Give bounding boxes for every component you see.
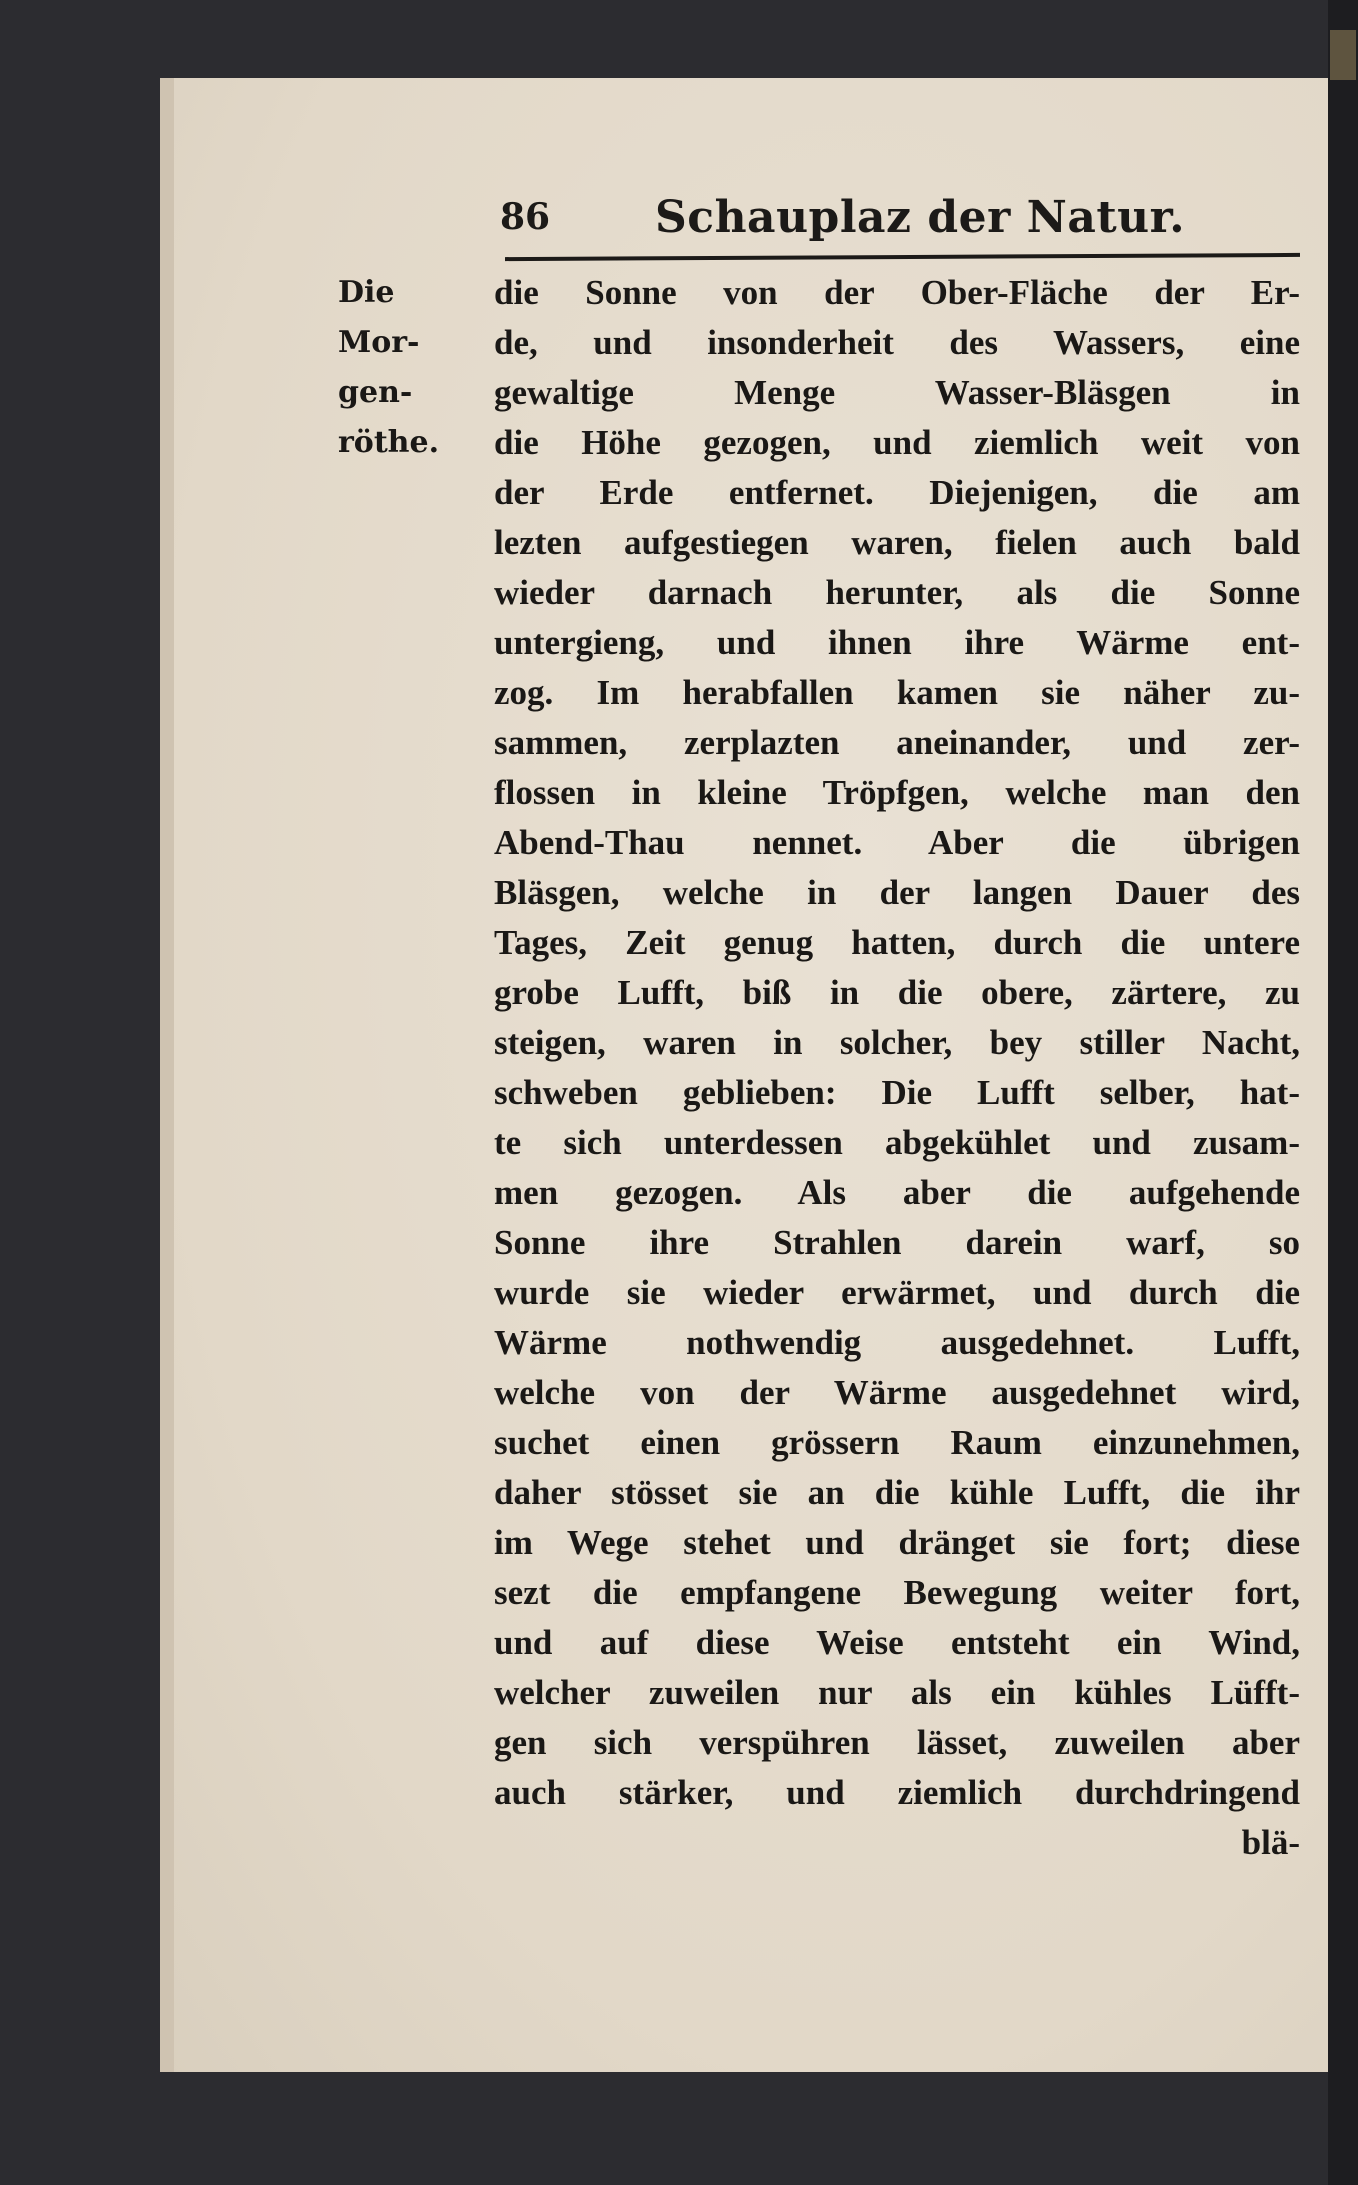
text-line: die Höhe gezogen, und ziemlich weit von bbox=[494, 423, 1300, 462]
text-line: daher stösset sie an die kühle Lufft, die ihr bbox=[494, 1473, 1300, 1512]
text-line: auch stärker, und ziemlich durchdringend bbox=[494, 1773, 1300, 1812]
text-line: gen sich verspühren lässet, zuweilen aber bbox=[494, 1723, 1300, 1762]
text-line: te sich unterdessen abgekühlet und zusam- bbox=[494, 1123, 1300, 1162]
text-line: sezt die empfangene Bewegung weiter fort, bbox=[494, 1573, 1300, 1612]
text-line: untergieng, und ihnen ihre Wärme ent- bbox=[494, 623, 1300, 662]
body-text bbox=[494, 268, 1300, 1868]
text-line: welche von der Wärme ausgedehnet wird, bbox=[494, 1373, 1300, 1412]
marginal-note-line: Mor- bbox=[338, 325, 420, 360]
page-header bbox=[500, 192, 1300, 252]
text-line: die Sonne von der Ober-Fläche der Er- bbox=[494, 273, 1300, 312]
text-line: schweben geblieben: Die Lufft selber, hat- bbox=[494, 1073, 1300, 1112]
text-line: gewaltige Menge Wasser-Bläsgen in bbox=[494, 373, 1300, 412]
text-line: flossen in kleine Tröpfgen, welche man den bbox=[494, 773, 1300, 812]
text-line: zog. Im herabfallen kamen sie näher zu- bbox=[494, 673, 1300, 712]
page-number: 86 bbox=[500, 196, 551, 238]
page-edge bbox=[160, 78, 174, 2072]
catchword: blä- bbox=[1241, 1823, 1300, 1862]
text-line: suchet einen grössern Raum einzunehmen, bbox=[494, 1423, 1300, 1462]
text-line: steigen, waren in solcher, bey stiller Nacht, bbox=[494, 1023, 1300, 1062]
text-line: Wärme nothwendig ausgedehnet. Lufft, bbox=[494, 1323, 1300, 1362]
text-line: welcher zuweilen nur als ein kühles Lüfft- bbox=[494, 1673, 1300, 1712]
text-line: wurde sie wieder erwärmet, und durch die bbox=[494, 1273, 1300, 1312]
text-line: de, und insonderheit des Wassers, eine bbox=[494, 323, 1300, 362]
marginal-note-line: Die bbox=[338, 275, 395, 310]
text-line: und auf diese Weise entsteht ein Wind, bbox=[494, 1623, 1300, 1662]
marginal-note bbox=[338, 268, 448, 468]
text-line: men gezogen. Als aber die aufgehende bbox=[494, 1173, 1300, 1212]
text-line: Sonne ihre Strahlen darein warf, so bbox=[494, 1223, 1300, 1262]
book-spine bbox=[1328, 0, 1358, 2185]
text-line: sammen, zerplazten aneinander, und zer- bbox=[494, 723, 1300, 762]
text-line: der Erde entfernet. Diejenigen, die am bbox=[494, 473, 1300, 512]
spine-mark bbox=[1330, 30, 1356, 80]
text-line: lezten aufgestiegen waren, fielen auch bald bbox=[494, 523, 1300, 562]
text-line: grobe Lufft, biß in die obere, zärtere, zu bbox=[494, 973, 1300, 1012]
marginal-note-line: gen- bbox=[338, 375, 413, 410]
text-line: Tages, Zeit genug hatten, durch die untere bbox=[494, 923, 1300, 962]
running-title: Schauplaz der Natur. bbox=[655, 192, 1186, 243]
text-line: Abend-Thau nennet. Aber die übrigen bbox=[494, 823, 1300, 862]
marginal-note-line: röthe. bbox=[338, 425, 440, 460]
text-line: wieder darnach herunter, als die Sonne bbox=[494, 573, 1300, 612]
text-line: Bläsgen, welche in der langen Dauer des bbox=[494, 873, 1300, 912]
text-line: im Wege stehet und dränget sie fort; diese bbox=[494, 1523, 1300, 1562]
